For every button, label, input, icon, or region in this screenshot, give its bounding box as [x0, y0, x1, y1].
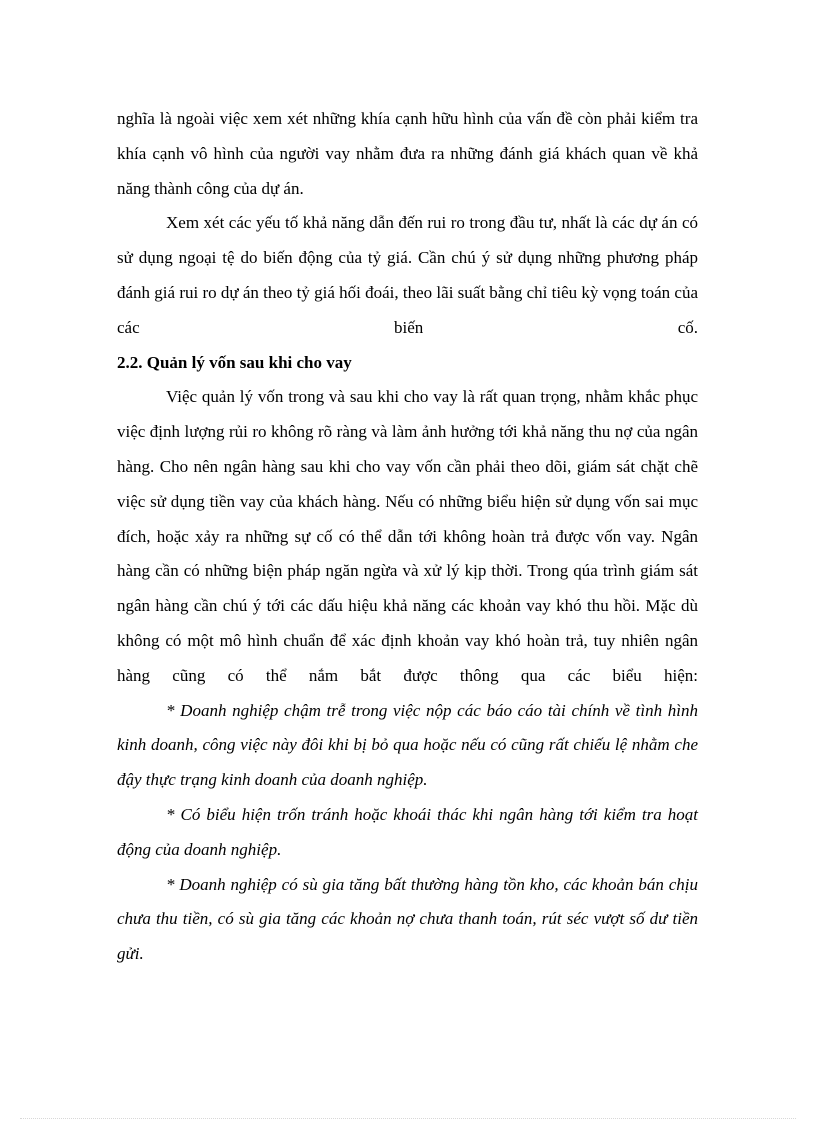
paragraph-2: Xem xét các yếu tố khả năng dẫn đến rui ro trong đầu tư, nhất là các dự án có sử dụng ngoại tệ do biến động của tỷ giá. Cần chú ý sử dụng những phương pháp đánh giá rui ro dự án theo tỷ giá hối đoái, theo lãi suất bằng chỉ tiêu kỳ vọng toán của các biến cố.	[117, 213, 698, 337]
section-heading: 2.2. Quản lý vốn sau khi cho vay	[117, 352, 352, 372]
document-body	[117, 102, 698, 972]
bullet-2: * Có biểu hiện trốn tránh hoặc khoái thác khi ngân hàng tới kiểm tra hoạt động của doanh nghiệp.	[117, 804, 698, 859]
page-bottom-divider	[20, 1118, 796, 1119]
bullet-1: * Doanh nghiệp chậm trễ trong việc nộp các báo cáo tài chính về tình hình kinh doanh, công việc này đôi khi bị bỏ qua hoặc nếu có cũng rất chiếu lệ nhằm che đậy thực trạng kinh doanh của doanh nghiệp.	[117, 700, 698, 790]
paragraph-1: nghĩa là ngoài việc xem xét những khía cạnh hữu hình của vấn đề còn phải kiểm tra khía cạnh vô hình của người vay nhằm đưa ra những đánh giá khách quan về khả năng thành công của dự án.	[117, 109, 698, 198]
bullet-3: * Doanh nghiệp có sù gia tăng bất thường hàng tồn kho, các khoản bán chịu chưa thu tiền, có sù gia tăng các khoản nợ chưa thanh toán, rút séc vượt số dư tiền gửi.	[117, 874, 698, 964]
paragraph-3: Việc quản lý vốn trong và sau khi cho vay là rất quan trọng, nhằm khắc phục việc định lượng rủi ro không rõ ràng và làm ảnh hưởng tới khả năng thu nợ của ngân hàng. Cho nên ngân hàng sau khi cho vay vốn cần phải theo dõi, giám sát chặt chẽ việc sử dụng tiền vay của khách hàng. Nếu có những biểu hiện sử dụng vốn sai mục đích, hoặc xảy ra những sự cố có thể dẫn tới không hoàn trả được vốn vay. Ngân hàng cần có những biện pháp ngăn ngừa và xử lý kịp thời. Trong qúa trình giám sát ngân hàng cần chú ý tới các dấu hiệu khả năng các khoản vay khó thu hồi. Mặc dù không có một mô hình chuẩn để xác định khoản vay khó hoàn trả, tuy nhiên ngân hàng cũng có thể nắm bắt được thông qua các biểu hiện:	[117, 387, 698, 685]
